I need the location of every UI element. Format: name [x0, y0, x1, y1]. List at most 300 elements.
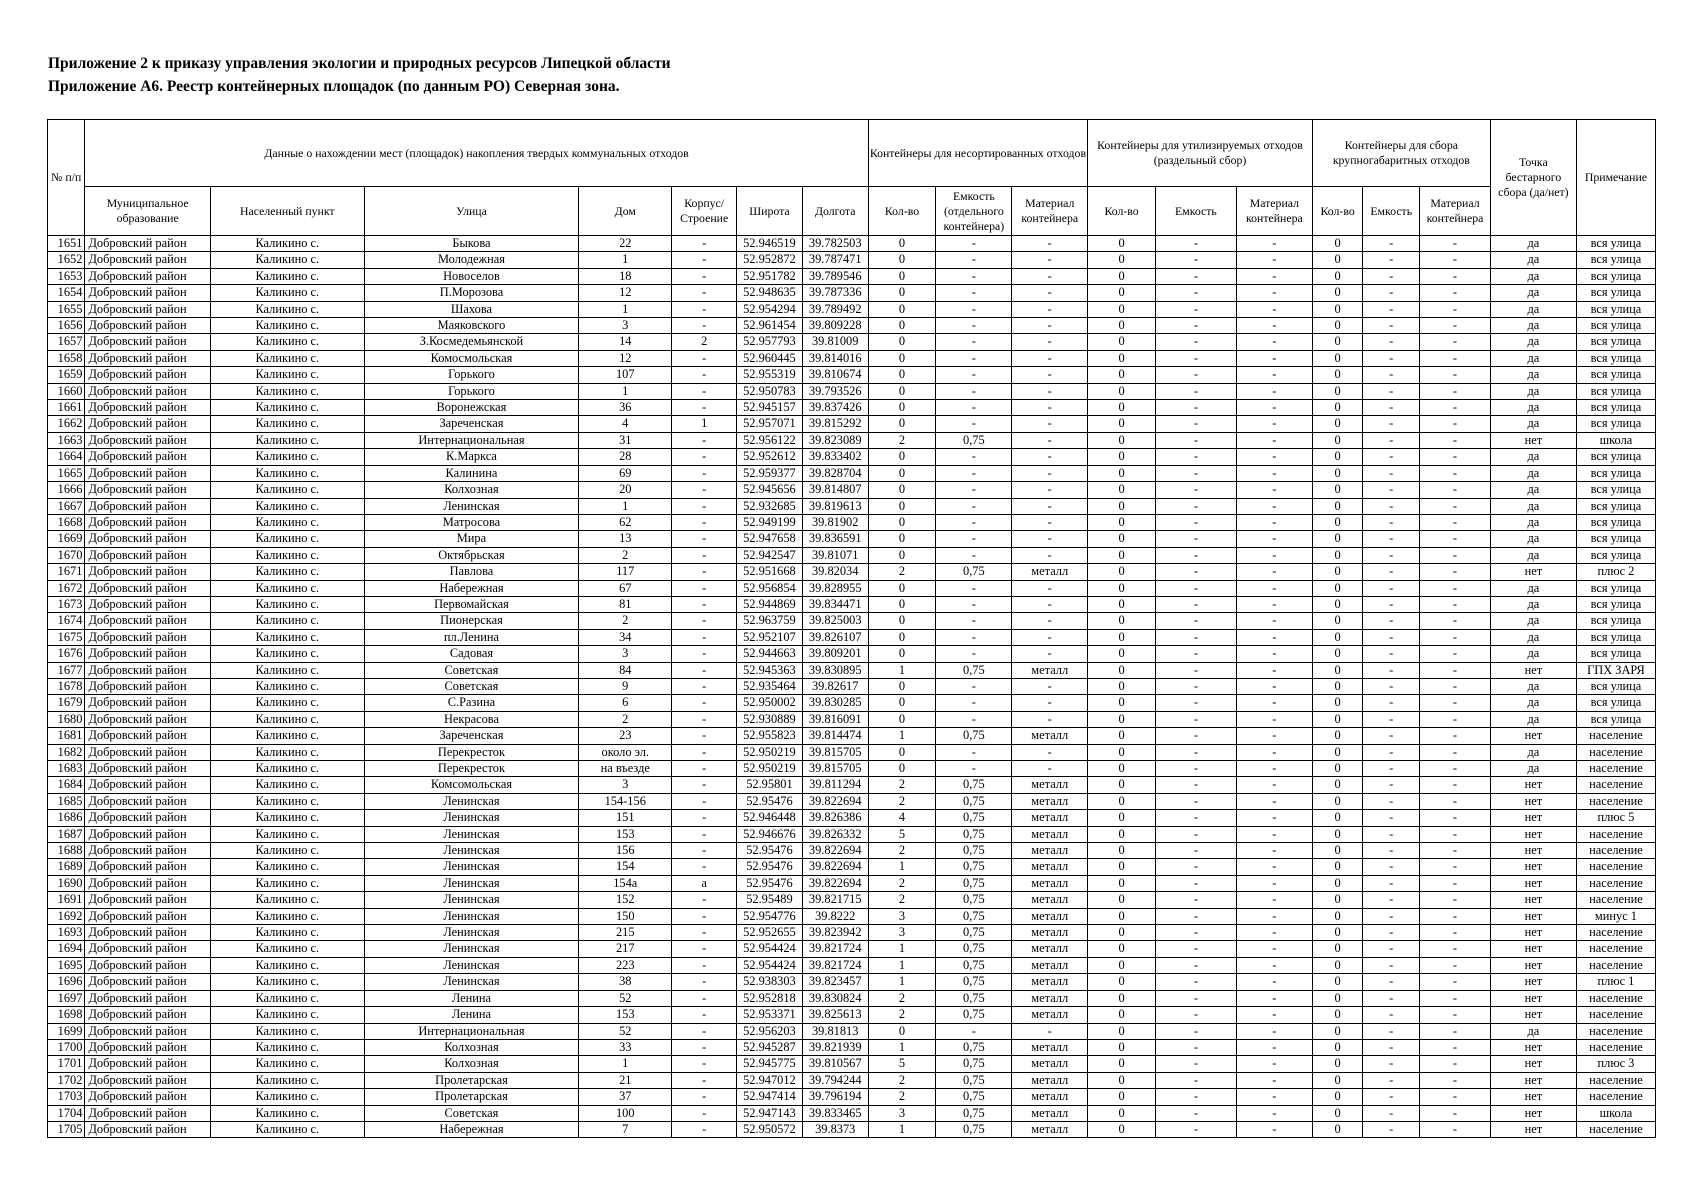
- cell-unsorted-material: -: [1012, 416, 1088, 432]
- cell-npp: 1673: [48, 596, 85, 612]
- cell-municipality: Добровский район: [85, 334, 210, 350]
- cell-bulky-material: -: [1420, 596, 1491, 612]
- cell-house: 215: [579, 925, 672, 941]
- cell-settlement: Каликино с.: [210, 1121, 364, 1137]
- cell-building: -: [672, 695, 737, 711]
- cell-recyclable-capacity: -: [1155, 1105, 1236, 1121]
- col-street: Улица: [364, 187, 579, 236]
- cell-house: 22: [579, 236, 672, 252]
- table-row: [48, 350, 1656, 366]
- cell-unsorted-material: -: [1012, 268, 1088, 284]
- cell-unsorted-capacity: -: [936, 695, 1012, 711]
- cell-unsorted-capacity: 0,75: [936, 793, 1012, 809]
- cell-note: вся улица: [1576, 580, 1655, 596]
- table-row: [48, 268, 1656, 284]
- cell-house: 28: [579, 449, 672, 465]
- cell-recyclable-material: -: [1236, 892, 1312, 908]
- cell-longitude: 39.787471: [802, 252, 868, 268]
- cell-unsorted-material: -: [1012, 761, 1088, 777]
- cell-note: вся улица: [1576, 498, 1655, 514]
- cell-note: школа: [1576, 432, 1655, 448]
- cell-point: нет: [1490, 1039, 1576, 1055]
- cell-settlement: Каликино с.: [210, 695, 364, 711]
- cell-note: вся улица: [1576, 629, 1655, 645]
- cell-house: 62: [579, 514, 672, 530]
- cell-settlement: Каликино с.: [210, 367, 364, 383]
- cell-note: население: [1576, 843, 1655, 859]
- cell-note: вся улица: [1576, 350, 1655, 366]
- cell-latitude: 52.956203: [737, 1023, 803, 1039]
- cell-unsorted-count: 0: [868, 482, 936, 498]
- cell-latitude: 52.951782: [737, 268, 803, 284]
- cell-building: -: [672, 678, 737, 694]
- cell-settlement: Каликино с.: [210, 711, 364, 727]
- cell-street: Пионерская: [364, 613, 579, 629]
- cell-recyclable-count: 0: [1088, 1121, 1156, 1137]
- table-row: [48, 400, 1656, 416]
- cell-unsorted-material: -: [1012, 678, 1088, 694]
- cell-bulky-count: 0: [1312, 678, 1363, 694]
- cell-note: ГПХ ЗАРЯ: [1576, 662, 1655, 678]
- cell-unsorted-count: 3: [868, 908, 936, 924]
- cell-bulky-count: 0: [1312, 1007, 1363, 1023]
- cell-municipality: Добровский район: [85, 318, 210, 334]
- cell-npp: 1705: [48, 1121, 85, 1137]
- cell-recyclable-capacity: -: [1155, 777, 1236, 793]
- col-note: Примечание: [1576, 120, 1655, 236]
- cell-house: 2: [579, 613, 672, 629]
- cell-point: да: [1490, 613, 1576, 629]
- col-house: Дом: [579, 187, 672, 236]
- cell-settlement: Каликино с.: [210, 1089, 364, 1105]
- cell-recyclable-material: -: [1236, 744, 1312, 760]
- cell-recyclable-capacity: -: [1155, 465, 1236, 481]
- cell-latitude: 52.95476: [737, 843, 803, 859]
- table-row: [48, 498, 1656, 514]
- cell-settlement: Каликино с.: [210, 482, 364, 498]
- cell-npp: 1702: [48, 1072, 85, 1088]
- cell-bulky-count: 0: [1312, 990, 1363, 1006]
- cell-settlement: Каликино с.: [210, 514, 364, 530]
- cell-npp: 1667: [48, 498, 85, 514]
- cell-recyclable-capacity: -: [1155, 400, 1236, 416]
- cell-bulky-material: -: [1420, 761, 1491, 777]
- cell-bulky-material: -: [1420, 482, 1491, 498]
- cell-street: Ленинская: [364, 941, 579, 957]
- cell-recyclable-capacity: -: [1155, 432, 1236, 448]
- cell-municipality: Добровский район: [85, 449, 210, 465]
- cell-settlement: Каликино с.: [210, 596, 364, 612]
- table-row: [48, 580, 1656, 596]
- cell-unsorted-material: -: [1012, 318, 1088, 334]
- cell-unsorted-count: 0: [868, 268, 936, 284]
- cell-bulky-material: -: [1420, 777, 1491, 793]
- cell-recyclable-capacity: -: [1155, 744, 1236, 760]
- cell-unsorted-count: 2: [868, 777, 936, 793]
- cell-unsorted-count: 2: [868, 1072, 936, 1088]
- cell-bulky-count: 0: [1312, 1089, 1363, 1105]
- cell-recyclable-capacity: -: [1155, 711, 1236, 727]
- cell-unsorted-capacity: -: [936, 268, 1012, 284]
- cell-house: 34: [579, 629, 672, 645]
- cell-note: население: [1576, 1072, 1655, 1088]
- cell-street: Ленинская: [364, 957, 579, 973]
- cell-latitude: 52.954424: [737, 941, 803, 957]
- cell-npp: 1700: [48, 1039, 85, 1055]
- cell-bulky-material: -: [1420, 383, 1491, 399]
- table-row: [48, 695, 1656, 711]
- cell-settlement: Каликино с.: [210, 334, 364, 350]
- cell-municipality: Добровский район: [85, 1072, 210, 1088]
- cell-unsorted-count: 0: [868, 416, 936, 432]
- cell-street: Маяковского: [364, 318, 579, 334]
- cell-npp: 1659: [48, 367, 85, 383]
- cell-settlement: Каликино с.: [210, 285, 364, 301]
- cell-note: вся улица: [1576, 695, 1655, 711]
- cell-unsorted-material: металл: [1012, 728, 1088, 744]
- table-row: [48, 777, 1656, 793]
- col-settlement: Населенный пункт: [210, 187, 364, 236]
- cell-recyclable-material: -: [1236, 1056, 1312, 1072]
- cell-note: население: [1576, 1121, 1655, 1137]
- cell-point: да: [1490, 711, 1576, 727]
- cell-municipality: Добровский район: [85, 629, 210, 645]
- cell-npp: 1655: [48, 301, 85, 317]
- cell-recyclable-capacity: -: [1155, 908, 1236, 924]
- cell-unsorted-count: 4: [868, 810, 936, 826]
- cell-settlement: Каликино с.: [210, 728, 364, 744]
- cell-street: Горького: [364, 367, 579, 383]
- cell-unsorted-count: 0: [868, 613, 936, 629]
- cell-recyclable-material: -: [1236, 1072, 1312, 1088]
- cell-building: -: [672, 547, 737, 563]
- cell-point: да: [1490, 416, 1576, 432]
- cell-latitude: 52.948635: [737, 285, 803, 301]
- cell-recyclable-material: -: [1236, 564, 1312, 580]
- cell-recyclable-capacity: -: [1155, 498, 1236, 514]
- cell-point: да: [1490, 236, 1576, 252]
- cell-house: 18: [579, 268, 672, 284]
- cell-house: 150: [579, 908, 672, 924]
- cell-bulky-material: -: [1420, 432, 1491, 448]
- cell-latitude: 52.95476: [737, 793, 803, 809]
- cell-bulky-capacity: -: [1363, 646, 1420, 662]
- table-body: [48, 236, 1656, 1138]
- cell-unsorted-capacity: -: [936, 252, 1012, 268]
- cell-recyclable-capacity: -: [1155, 793, 1236, 809]
- cell-note: вся улица: [1576, 400, 1655, 416]
- cell-unsorted-material: металл: [1012, 974, 1088, 990]
- cell-npp: 1669: [48, 531, 85, 547]
- cell-recyclable-count: 0: [1088, 383, 1156, 399]
- cell-unsorted-capacity: -: [936, 350, 1012, 366]
- cell-house: 154: [579, 859, 672, 875]
- cell-recyclable-count: 0: [1088, 236, 1156, 252]
- cell-street: П.Морозова: [364, 285, 579, 301]
- cell-latitude: 52.952818: [737, 990, 803, 1006]
- cell-street: Интернациональная: [364, 1023, 579, 1039]
- cell-street: Воронежская: [364, 400, 579, 416]
- cell-recyclable-count: 0: [1088, 449, 1156, 465]
- cell-unsorted-count: 0: [868, 334, 936, 350]
- table-row: [48, 367, 1656, 383]
- cell-house: 152: [579, 892, 672, 908]
- cell-point: нет: [1490, 1007, 1576, 1023]
- cell-recyclable-capacity: -: [1155, 1039, 1236, 1055]
- cell-bulky-capacity: -: [1363, 432, 1420, 448]
- cell-point: нет: [1490, 941, 1576, 957]
- cell-recyclable-count: 0: [1088, 777, 1156, 793]
- cell-settlement: Каликино с.: [210, 925, 364, 941]
- cell-unsorted-capacity: -: [936, 465, 1012, 481]
- cell-unsorted-material: металл: [1012, 859, 1088, 875]
- cell-longitude: 39.81071: [802, 547, 868, 563]
- col-municipality: Муниципальное образование: [85, 187, 210, 236]
- cell-building: -: [672, 826, 737, 842]
- cell-street: Советская: [364, 1105, 579, 1121]
- cell-unsorted-count: 2: [868, 793, 936, 809]
- cell-recyclable-material: -: [1236, 482, 1312, 498]
- cell-unsorted-count: 0: [868, 711, 936, 727]
- cell-latitude: 52.95801: [737, 777, 803, 793]
- cell-longitude: 39.822694: [802, 793, 868, 809]
- cell-latitude: 52.932685: [737, 498, 803, 514]
- cell-unsorted-capacity: -: [936, 301, 1012, 317]
- cell-bulky-capacity: -: [1363, 843, 1420, 859]
- cell-recyclable-capacity: -: [1155, 761, 1236, 777]
- cell-unsorted-capacity: -: [936, 711, 1012, 727]
- cell-note: население: [1576, 990, 1655, 1006]
- cell-unsorted-capacity: 0,75: [936, 908, 1012, 924]
- cell-bulky-material: -: [1420, 580, 1491, 596]
- cell-bulky-count: 0: [1312, 514, 1363, 530]
- cell-point: да: [1490, 449, 1576, 465]
- cell-npp: 1653: [48, 268, 85, 284]
- cell-unsorted-count: 0: [868, 580, 936, 596]
- cell-house: 36: [579, 400, 672, 416]
- cell-point: нет: [1490, 990, 1576, 1006]
- cell-unsorted-material: -: [1012, 580, 1088, 596]
- cell-bulky-material: -: [1420, 400, 1491, 416]
- cell-unsorted-count: 0: [868, 514, 936, 530]
- table-row: [48, 1056, 1656, 1072]
- cell-bulky-capacity: -: [1363, 498, 1420, 514]
- cell-house: 100: [579, 1105, 672, 1121]
- cell-latitude: 52.945287: [737, 1039, 803, 1055]
- cell-recyclable-capacity: -: [1155, 449, 1236, 465]
- cell-recyclable-material: -: [1236, 547, 1312, 563]
- cell-recyclable-material: -: [1236, 941, 1312, 957]
- table-row: [48, 301, 1656, 317]
- cell-npp: 1697: [48, 990, 85, 1006]
- cell-municipality: Добровский район: [85, 761, 210, 777]
- cell-recyclable-count: 0: [1088, 875, 1156, 891]
- cell-municipality: Добровский район: [85, 859, 210, 875]
- table-row: [48, 564, 1656, 580]
- cell-bulky-count: 0: [1312, 908, 1363, 924]
- cell-unsorted-material: -: [1012, 596, 1088, 612]
- cell-unsorted-count: 2: [868, 1007, 936, 1023]
- cell-point: нет: [1490, 908, 1576, 924]
- cell-bulky-capacity: -: [1363, 383, 1420, 399]
- cell-unsorted-material: -: [1012, 695, 1088, 711]
- cell-recyclable-count: 0: [1088, 728, 1156, 744]
- cell-recyclable-count: 0: [1088, 1007, 1156, 1023]
- cell-point: да: [1490, 318, 1576, 334]
- cell-latitude: 52.946519: [737, 236, 803, 252]
- cell-unsorted-count: 1: [868, 859, 936, 875]
- cell-bulky-material: -: [1420, 941, 1491, 957]
- cell-longitude: 39.787336: [802, 285, 868, 301]
- cell-unsorted-material: -: [1012, 367, 1088, 383]
- cell-recyclable-capacity: -: [1155, 925, 1236, 941]
- cell-bulky-capacity: -: [1363, 334, 1420, 350]
- cell-unsorted-material: металл: [1012, 941, 1088, 957]
- cell-building: -: [672, 810, 737, 826]
- col-longitude: Долгота: [802, 187, 868, 236]
- cell-bulky-material: -: [1420, 350, 1491, 366]
- cell-longitude: 39.830285: [802, 695, 868, 711]
- cell-point: нет: [1490, 1121, 1576, 1137]
- cell-street: Некрасова: [364, 711, 579, 727]
- cell-house: 223: [579, 957, 672, 973]
- cell-building: -: [672, 1023, 737, 1039]
- cell-note: население: [1576, 744, 1655, 760]
- cell-street: Комсомольская: [364, 777, 579, 793]
- cell-note: население: [1576, 957, 1655, 973]
- table-row: [48, 514, 1656, 530]
- cell-point: нет: [1490, 662, 1576, 678]
- cell-municipality: Добровский район: [85, 613, 210, 629]
- cell-street: пл.Ленина: [364, 629, 579, 645]
- cell-bulky-count: 0: [1312, 941, 1363, 957]
- cell-bulky-material: -: [1420, 1039, 1491, 1055]
- cell-latitude: 52.946448: [737, 810, 803, 826]
- cell-recyclable-capacity: -: [1155, 646, 1236, 662]
- cell-unsorted-capacity: -: [936, 744, 1012, 760]
- cell-recyclable-capacity: -: [1155, 350, 1236, 366]
- cell-npp: 1690: [48, 875, 85, 891]
- cell-unsorted-capacity: 0,75: [936, 957, 1012, 973]
- cell-unsorted-count: 0: [868, 547, 936, 563]
- cell-house: 12: [579, 350, 672, 366]
- cell-point: да: [1490, 547, 1576, 563]
- cell-bulky-count: 0: [1312, 367, 1363, 383]
- cell-recyclable-capacity: -: [1155, 1121, 1236, 1137]
- table-row: [48, 662, 1656, 678]
- col-unsorted-capacity: Емкость (отдельного контейнера): [936, 187, 1012, 236]
- cell-bulky-material: -: [1420, 662, 1491, 678]
- cell-unsorted-material: -: [1012, 383, 1088, 399]
- cell-recyclable-capacity: -: [1155, 285, 1236, 301]
- cell-house: 52: [579, 990, 672, 1006]
- cell-longitude: 39.830895: [802, 662, 868, 678]
- col-recyclable-capacity: Емкость: [1155, 187, 1236, 236]
- group-unsorted: Контейнеры для несортированных отходов: [868, 120, 1088, 187]
- cell-bulky-capacity: -: [1363, 1056, 1420, 1072]
- cell-house: 156: [579, 843, 672, 859]
- cell-building: -: [672, 646, 737, 662]
- cell-building: -: [672, 1105, 737, 1121]
- cell-bulky-count: 0: [1312, 416, 1363, 432]
- cell-unsorted-count: 0: [868, 498, 936, 514]
- cell-recyclable-count: 0: [1088, 498, 1156, 514]
- cell-bulky-count: 0: [1312, 662, 1363, 678]
- cell-bulky-count: 0: [1312, 810, 1363, 826]
- cell-longitude: 39.815292: [802, 416, 868, 432]
- cell-recyclable-count: 0: [1088, 613, 1156, 629]
- cell-unsorted-material: -: [1012, 1023, 1088, 1039]
- cell-note: вся улица: [1576, 268, 1655, 284]
- cell-note: вся улица: [1576, 678, 1655, 694]
- cell-unsorted-material: -: [1012, 334, 1088, 350]
- cell-street: Садовая: [364, 646, 579, 662]
- cell-unsorted-capacity: -: [936, 678, 1012, 694]
- cell-latitude: 52.942547: [737, 547, 803, 563]
- cell-point: нет: [1490, 728, 1576, 744]
- cell-point: нет: [1490, 1072, 1576, 1088]
- cell-building: -: [672, 777, 737, 793]
- cell-recyclable-count: 0: [1088, 580, 1156, 596]
- cell-note: вся улица: [1576, 514, 1655, 530]
- cell-recyclable-count: 0: [1088, 596, 1156, 612]
- document-titles: [48, 52, 671, 98]
- cell-building: -: [672, 843, 737, 859]
- cell-unsorted-count: 0: [868, 531, 936, 547]
- cell-note: плюс 3: [1576, 1056, 1655, 1072]
- header-row-columns: [48, 187, 1656, 236]
- cell-municipality: Добровский район: [85, 367, 210, 383]
- cell-recyclable-material: -: [1236, 613, 1312, 629]
- cell-building: -: [672, 350, 737, 366]
- cell-recyclable-material: -: [1236, 810, 1312, 826]
- cell-bulky-count: 0: [1312, 596, 1363, 612]
- cell-latitude: 52.952655: [737, 925, 803, 941]
- cell-house: 6: [579, 695, 672, 711]
- cell-point: нет: [1490, 859, 1576, 875]
- cell-building: -: [672, 629, 737, 645]
- cell-recyclable-material: -: [1236, 416, 1312, 432]
- cell-recyclable-capacity: -: [1155, 547, 1236, 563]
- cell-municipality: Добровский район: [85, 1007, 210, 1023]
- cell-latitude: 52.949199: [737, 514, 803, 530]
- cell-bulky-material: -: [1420, 875, 1491, 891]
- cell-longitude: 39.823089: [802, 432, 868, 448]
- cell-longitude: 39.814474: [802, 728, 868, 744]
- table-row: [48, 957, 1656, 973]
- cell-settlement: Каликино с.: [210, 1039, 364, 1055]
- cell-recyclable-count: 0: [1088, 990, 1156, 1006]
- cell-latitude: 52.947414: [737, 1089, 803, 1105]
- cell-bulky-capacity: -: [1363, 777, 1420, 793]
- cell-building: -: [672, 367, 737, 383]
- cell-municipality: Добровский район: [85, 1056, 210, 1072]
- cell-bulky-capacity: -: [1363, 252, 1420, 268]
- cell-recyclable-count: 0: [1088, 662, 1156, 678]
- cell-npp: 1675: [48, 629, 85, 645]
- cell-bulky-capacity: -: [1363, 613, 1420, 629]
- cell-street: Ленинская: [364, 498, 579, 514]
- cell-bulky-capacity: -: [1363, 941, 1420, 957]
- cell-bulky-material: -: [1420, 318, 1491, 334]
- cell-latitude: 52.960445: [737, 350, 803, 366]
- cell-recyclable-count: 0: [1088, 826, 1156, 842]
- cell-recyclable-capacity: -: [1155, 859, 1236, 875]
- cell-longitude: 39.828704: [802, 465, 868, 481]
- cell-bulky-count: 0: [1312, 531, 1363, 547]
- cell-longitude: 39.836591: [802, 531, 868, 547]
- cell-unsorted-capacity: -: [936, 761, 1012, 777]
